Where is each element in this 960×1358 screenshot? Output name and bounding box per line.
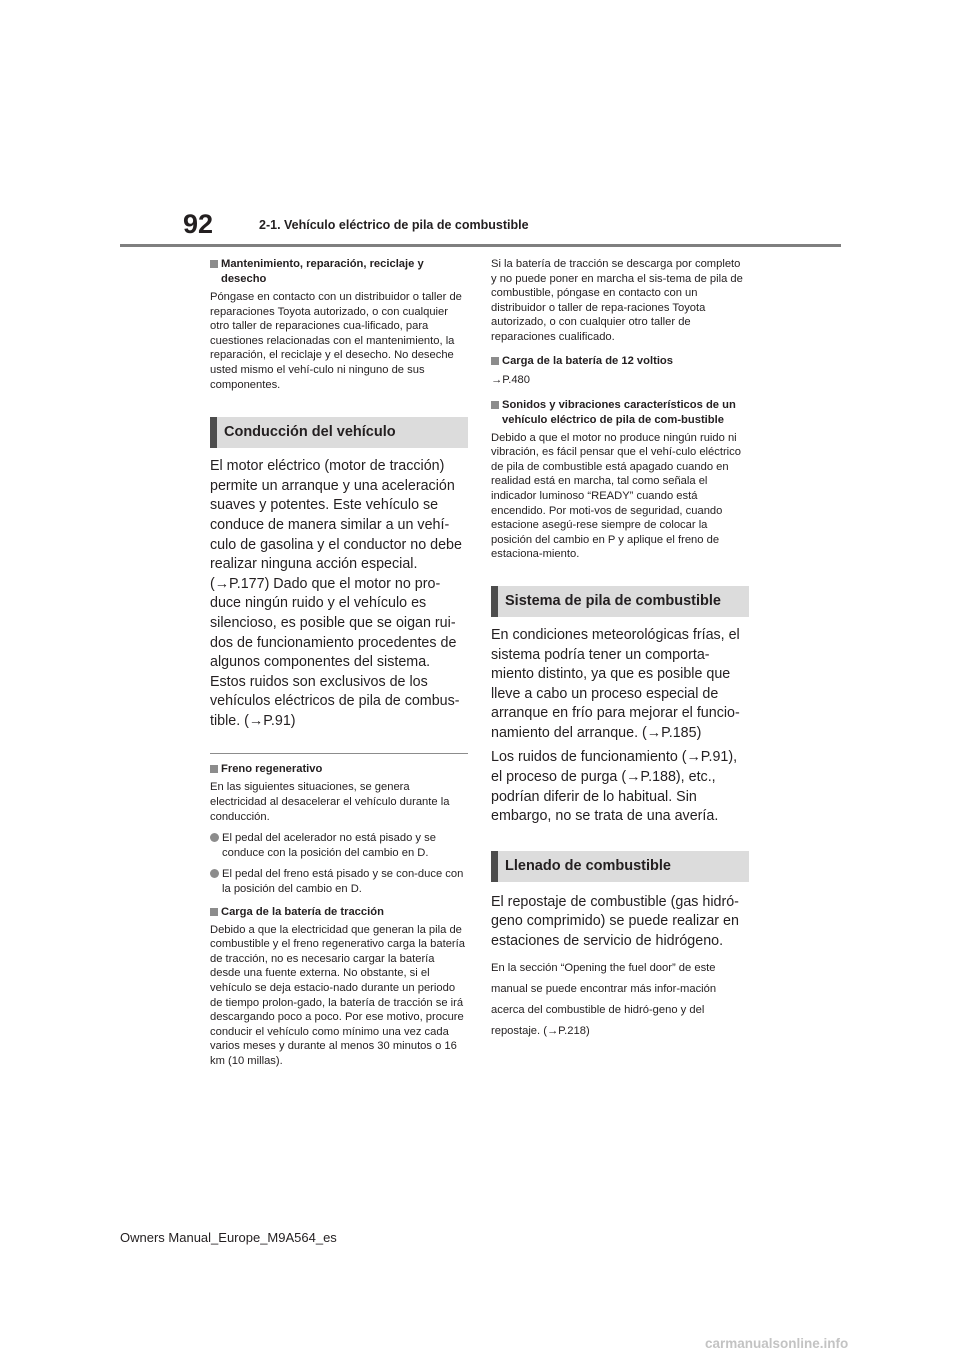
section-heading-refueling: Llenado de combustible: [491, 851, 749, 882]
list-item: [210, 867, 468, 896]
section-heading-driving: Conducción del vehículo: [210, 417, 468, 448]
circle-bullet-icon: [210, 833, 219, 842]
subsection-sounds: [491, 398, 749, 428]
regenerative-brake-text: En las siguientes situaciones, se genera electricidad al desacelerar el vehículo durante la conducción.: [210, 781, 450, 823]
page-reference: →P.480: [491, 373, 530, 386]
square-bullet-icon: [210, 908, 218, 916]
subsection-traction-battery: [210, 905, 468, 920]
circle-bullet-icon: [210, 869, 219, 878]
page-number: 92: [183, 209, 214, 239]
left-column: [210, 257, 468, 1069]
subsection-maintenance: [210, 257, 468, 287]
section-divider: [210, 753, 468, 754]
subsection-12v-battery: [491, 354, 749, 369]
square-bullet-icon: [210, 260, 218, 268]
square-bullet-icon: [210, 765, 218, 773]
refueling-text: El repostaje de combustible (gas hidró-geno comprimido) se puede realizar en estaciones de servicio de hidrógeno.: [491, 893, 739, 950]
maintenance-text: Póngase en contacto con un distribuidor o taller de reparaciones Toyota autorizado, o con cualquier otro taller de reparaciones cua-lificado, para cuestiones relacionadas con el mantenimiento, la reparación, el reciclaje y el desecho. No deseche usted mismo el vehí-culo ni ninguno de sus componentes.: [210, 291, 462, 391]
fuel-cell-text-2: Los ruidos de funcionamiento (→P.91), el proceso de purga (→P.188), etc., podrían diferir de lo habitual. Sin embargo, no se trata de una avería.: [491, 749, 738, 825]
refueling-text-2: En la sección “Opening the fuel door” de este manual se puede encontrar más infor-mación acerca del combustible de hidró-geno y del repostaje. (→P.218): [491, 961, 717, 1037]
subsection-title: Mantenimiento, reparación, reciclaje y desecho: [221, 258, 424, 285]
footer-manual-id: Owners Manual_Europe_M9A564_es: [120, 1230, 337, 1245]
chapter-title: 2-1. Vehículo eléctrico de pila de combustible: [259, 218, 529, 232]
list-item: [210, 831, 468, 860]
driving-text: El motor eléctrico (motor de tracción) permite un arranque y una aceleración suaves y potentes. Este vehículo se conduce de manera similar a un vehí-culo de gasolina y el conductor no debe realizar ninguna acción especial. (→P.177) Dado que el motor no pro-duce ningún ruido y el vehículo es silencioso, es posible que se oigan rui-dos de funcionamiento procedentes de algunos componentes del sistema. Estos ruidos son exclusivos de los vehículos eléctricos de pila de combus-tible. (→P.91): [210, 458, 462, 729]
square-bullet-icon: [491, 401, 499, 409]
traction-battery-text: Debido a que la electricidad que generan la pila de combustible y el freno regenerativo carga la batería de tracción, no es necesario cargar la batería desde una fuente externa. No obstante, si el vehículo se deja estacio-nado durante un periodo de tiempo prolon-gado, la batería de tracción se irá descargando poco a poco. Por ese motivo, procure conducir el vehículo como mínimo una vez cada varios meses y durante al menos 30 minutos o 16 km (10 millas).: [210, 923, 465, 1067]
list-item-text: El pedal del acelerador no está pisado y se conduce con la posición del cambio en D.: [222, 832, 436, 859]
subsection-title: Freno regenerativo: [221, 763, 323, 776]
section-heading-fuel-cell: Sistema de pila de combustible: [491, 586, 749, 617]
right-column: [491, 257, 749, 1042]
watermark: carmanualsonline.info: [705, 1336, 849, 1351]
subsection-title: Carga de la batería de tracción: [221, 905, 384, 918]
header-rule: [120, 244, 841, 247]
sounds-text: Debido a que el motor no produce ningún ruido ni vibración, es fácil pensar que el vehí-culo eléctrico de pila de combustible está apagado cuando en realidad está en marcha, tal como señala el indicador luminoso “READY” cuando está encendido. Por moti-vos de seguridad, cuando estacione asegú-rese siempre de colocar la posición del cambio en P y aplique el freno de estaciona-miento.: [491, 431, 741, 561]
square-bullet-icon: [491, 357, 499, 365]
subsection-title: Sonidos y vibraciones característicos de un vehículo eléctrico de pila de com-bustible: [502, 398, 736, 426]
list-item-text: El pedal del freno está pisado y se con-duce con la posición del cambio en D.: [222, 868, 464, 896]
discharge-text: Si la batería de tracción se descarga por completo y no puede poner en marcha el sis-tema de pila de combustible, póngase en contacto con un distribuidor o taller de repa-raciones Toyota autorizado, o con cualquier otro taller de reparaciones cualificado.: [491, 258, 743, 343]
subsection-title: Carga de la batería de 12 voltios: [502, 354, 673, 367]
subsection-regenerative-brake: [210, 762, 468, 777]
fuel-cell-text: En condiciones meteorológicas frías, el sistema podría tener un comporta-miento distinto, ya que es posible que lleve a cabo un proceso especial de arranque en frío para mejorar el funcio-namiento del arranque. (→P.185): [491, 626, 740, 741]
